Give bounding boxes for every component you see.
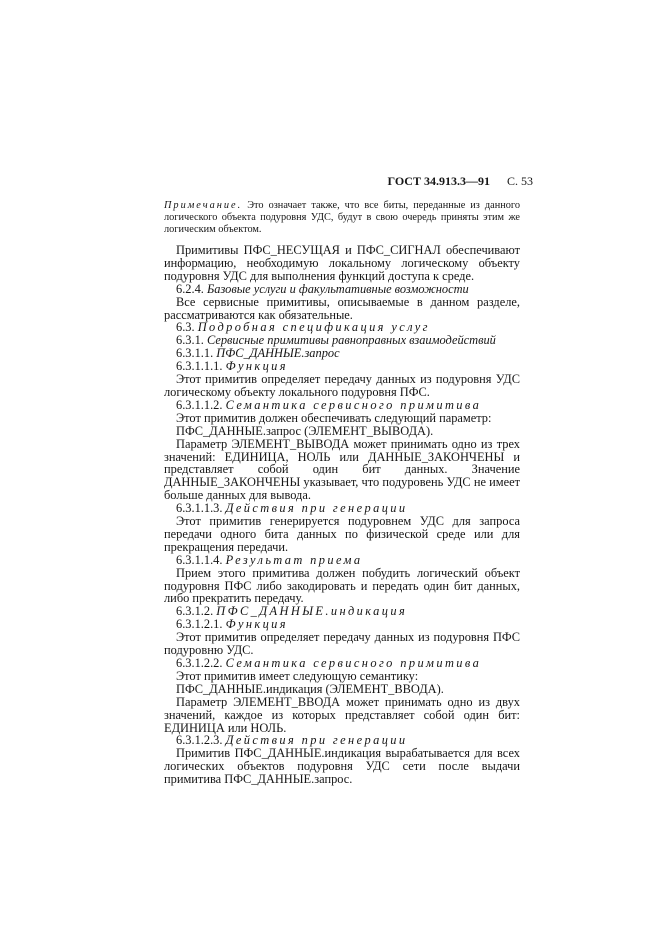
body-paragraph: Параметр ЭЛЕМЕНТ_ВВОДА может принимать одно из двух значений, каждое из которых представляет собой один бит: ЕДИНИЦА или НОЛЬ.	[164, 694, 520, 735]
section-number: 6.3.1.2.3.	[176, 733, 223, 748]
section-number: 6.3.1.1.2.	[176, 397, 223, 412]
section-title: Семантика сервисного примитива	[225, 656, 482, 670]
section-title: ПФС_ДАННЫЕ.индикация	[216, 604, 408, 619]
body-paragraph: ПФС_ДАННЫЕ.индикация (ЭЛЕМЕНТ_ВВОДА).	[176, 681, 444, 696]
section-number: 6.3.1.1.	[176, 346, 214, 361]
section-title: Действия при генерации	[225, 733, 408, 748]
section-heading	[164, 283, 520, 296]
body-paragraph: Этот примитив определяет передачу данных из подуровня УДС логическому объекту локального подуровня ПФС.	[164, 372, 520, 399]
note-label: Примечание.	[164, 200, 243, 211]
section-number: 6.3.1.1.3.	[176, 501, 223, 516]
page-header	[387, 174, 533, 189]
section-number: 6.3.1.2.1.	[176, 617, 223, 632]
section-number: 6.3.1.	[176, 333, 204, 348]
footnote	[164, 200, 520, 236]
body-paragraph: Все сервисные примитивы, описываемые в данном разделе, рассматриваются как обязательные.	[164, 294, 520, 322]
body-paragraph: ПФС_ДАННЫЕ.запрос (ЭЛЕМЕНТ_ВЫВОДА).	[176, 423, 434, 438]
body-paragraph: Этот примитив генерируется подуровнем УДС для запроса передачи одного бита данных по физической среде или для прекращения передачи.	[164, 514, 520, 554]
section-title: Подробная спецификация услуг	[197, 320, 430, 335]
section-title: Результат приема	[225, 552, 363, 567]
section-number: 6.3.	[176, 320, 195, 335]
section-number: 6.3.1.1.1.	[176, 359, 223, 374]
section-title: Семантика сервисного примитива	[225, 397, 482, 412]
section-title: Сервисные примитивы равноправных взаимодействий	[207, 333, 496, 348]
section-title: Функция	[225, 359, 288, 374]
standard-number: ГОСТ 34.913.3—91	[387, 174, 490, 188]
body-paragraph: Прием этого примитива должен побудить логический объект подуровня ПФС либо закодировать и передать один бит данных, либо прекратить передачу.	[164, 565, 520, 606]
section-number: 6.3.1.1.4.	[176, 552, 223, 567]
body-paragraph: Этот примитив имеет следующую семантику:	[176, 668, 419, 683]
document-body	[164, 236, 520, 786]
page-number: С. 53	[506, 174, 533, 188]
section-title: Действия при генерации	[225, 501, 408, 516]
section-title: ПФС_ДАННЫЕ.запрос	[216, 346, 340, 361]
body-paragraph: Примитивы ПФС_НЕСУЩАЯ и ПФС_СИГНАЛ обеспечивают информацию, необходимую локальному логическому объекту подуровня УДС для выполнения функций доступа к среде.	[164, 243, 520, 283]
section-number: 6.3.1.2.	[176, 604, 214, 619]
body-paragraph: Этот примитив должен обеспечивать следующий параметр:	[176, 410, 492, 425]
body-paragraph: Примитив ПФС_ДАННЫЕ.индикация вырабатывается для всех логических объектов подуровня УДС сети после выдачи примитива ПФС_ДАННЫЕ.запрос.	[164, 746, 520, 787]
section-number: 6.3.1.2.2.	[176, 656, 223, 670]
note-text: Это означает также, что все биты, переданные из данного логического объекта подуровня УДС, будут в свою очередь приняты этим же логическим объектом.	[164, 200, 520, 235]
section-heading	[164, 657, 520, 670]
section-heading	[164, 554, 520, 567]
section-title: Функция	[225, 617, 288, 632]
body-paragraph: Этот примитив определяет передачу данных из подуровня ПФС подуровню УДС.	[164, 630, 520, 658]
section-heading	[164, 399, 520, 412]
body-paragraph: Параметр ЭЛЕМЕНТ_ВЫВОДА может принимать одно из трех значений: ЕДИНИЦА, НОЛЬ или ДАННЫЕ_ЗАКОНЧЕНЫ и представляет собой один бит данных. Значение ДАННЫЕ_ЗАКОНЧЕНЫ указывает, что подуровень УДС не имеет больше данных для вывода.	[164, 436, 520, 503]
section-title: Базовые услуги и факультативные возможности	[207, 281, 469, 296]
section-number: 6.2.4.	[176, 281, 204, 296]
